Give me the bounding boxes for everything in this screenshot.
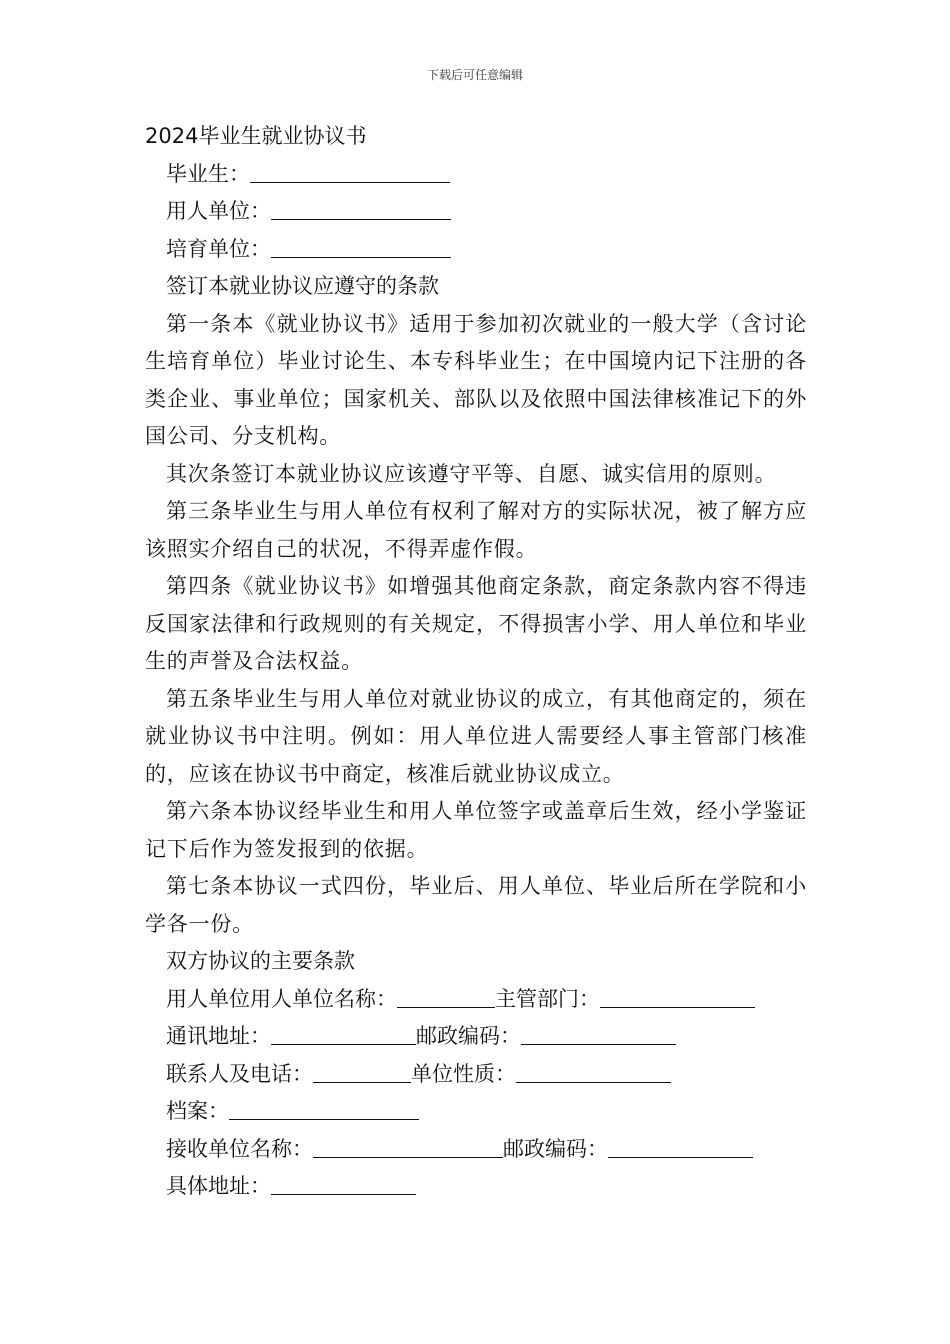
field-training-unit bbox=[145, 231, 807, 269]
article-5: 第五条毕业生与用人单位对就业协议的成立，有其他商定的，须在就业协议书中注明。例如：用人单位进人需要经人事主管部门核准的，应该在协议书中商定，核准后就业协议成立。 bbox=[145, 686, 807, 786]
document-title: 2024毕业生就业协议书 bbox=[145, 124, 367, 148]
department-blank[interactable] bbox=[600, 985, 755, 1008]
form-row-employer-name bbox=[145, 981, 807, 1019]
archive-blank[interactable] bbox=[229, 1097, 419, 1120]
article-3: 第三条毕业生与用人单位有权利了解对方的实际状况，被了解方应该照实介绍自己的状况，不得弄虚作假。 bbox=[145, 499, 807, 561]
field-label: 用人单位： bbox=[166, 199, 271, 223]
field-label: 具体地址： bbox=[166, 1174, 271, 1198]
field-employer bbox=[145, 193, 807, 231]
field-label: 档案： bbox=[166, 1099, 229, 1123]
field-label: 培育单位： bbox=[166, 236, 271, 261]
field-label: 联系人及电话： bbox=[166, 1061, 313, 1086]
field-label: 接收单位名称： bbox=[166, 1136, 313, 1161]
form-row-detail-address bbox=[145, 1168, 807, 1206]
field-label: 单位性质： bbox=[411, 1061, 516, 1086]
article-6: 第六条本协议经毕业生和用人单位签字或盖章后生效，经小学鉴证记下后作为签发报到的依据。 bbox=[145, 799, 807, 861]
field-label: 用人单位用人单位名称： bbox=[166, 986, 397, 1011]
section-heading-main-terms: 双方协议的主要条款 bbox=[166, 949, 355, 973]
article-4: 第四条《就业协议书》如增强其他商定条款，商定条款内容不得违反国家法律和行政规则的有关规定，不得损害小学、用人单位和毕业生的声誉及合法权益。 bbox=[145, 574, 807, 673]
article-7: 第七条本协议一式四份，毕业后、用人单位、毕业后所在学院和小学各一份。 bbox=[145, 874, 807, 936]
field-label: 通讯地址： bbox=[166, 1024, 271, 1048]
section-heading-terms: 签订本就业协议应遵守的条款 bbox=[166, 274, 439, 298]
postcode-blank[interactable] bbox=[521, 1022, 676, 1045]
unit-nature-blank[interactable] bbox=[516, 1060, 671, 1083]
article-2: 其次条签订本就业协议应该遵守平等、自愿、诚实信用的原则。 bbox=[166, 461, 777, 486]
receiving-postcode-blank[interactable] bbox=[608, 1135, 753, 1158]
agreement-document bbox=[145, 118, 807, 1206]
training-unit-blank[interactable] bbox=[271, 235, 451, 258]
form-row-receiving-unit bbox=[145, 1131, 807, 1169]
field-graduate bbox=[145, 156, 807, 194]
field-label: 主管部门： bbox=[495, 986, 600, 1011]
contact-blank[interactable] bbox=[313, 1060, 411, 1083]
form-row-address bbox=[145, 1018, 807, 1056]
field-label: 邮政编码： bbox=[416, 1024, 521, 1048]
field-label: 毕业生： bbox=[166, 161, 250, 186]
detail-address-blank[interactable] bbox=[271, 1172, 416, 1195]
article-1: 第一条本《就业协议书》适用于参加初次就业的一般大学（含讨论生培育单位）毕业讨论生、本专科毕业生；在中国境内记下注册的各类企业、事业单位；国家机关、部队以及依照中国法律核准记下的外国公司、分支机构。 bbox=[145, 311, 807, 448]
graduate-blank[interactable] bbox=[250, 160, 450, 183]
form-row-contact bbox=[145, 1056, 807, 1094]
address-blank[interactable] bbox=[271, 1022, 416, 1045]
page-header-note: 下载后可任意编辑 bbox=[426, 68, 523, 82]
employer-name-blank[interactable] bbox=[397, 985, 495, 1008]
field-label: 邮政编码： bbox=[503, 1136, 608, 1161]
employer-blank[interactable] bbox=[271, 197, 451, 220]
receiving-unit-blank[interactable] bbox=[313, 1135, 503, 1158]
form-row-archive bbox=[145, 1093, 807, 1131]
